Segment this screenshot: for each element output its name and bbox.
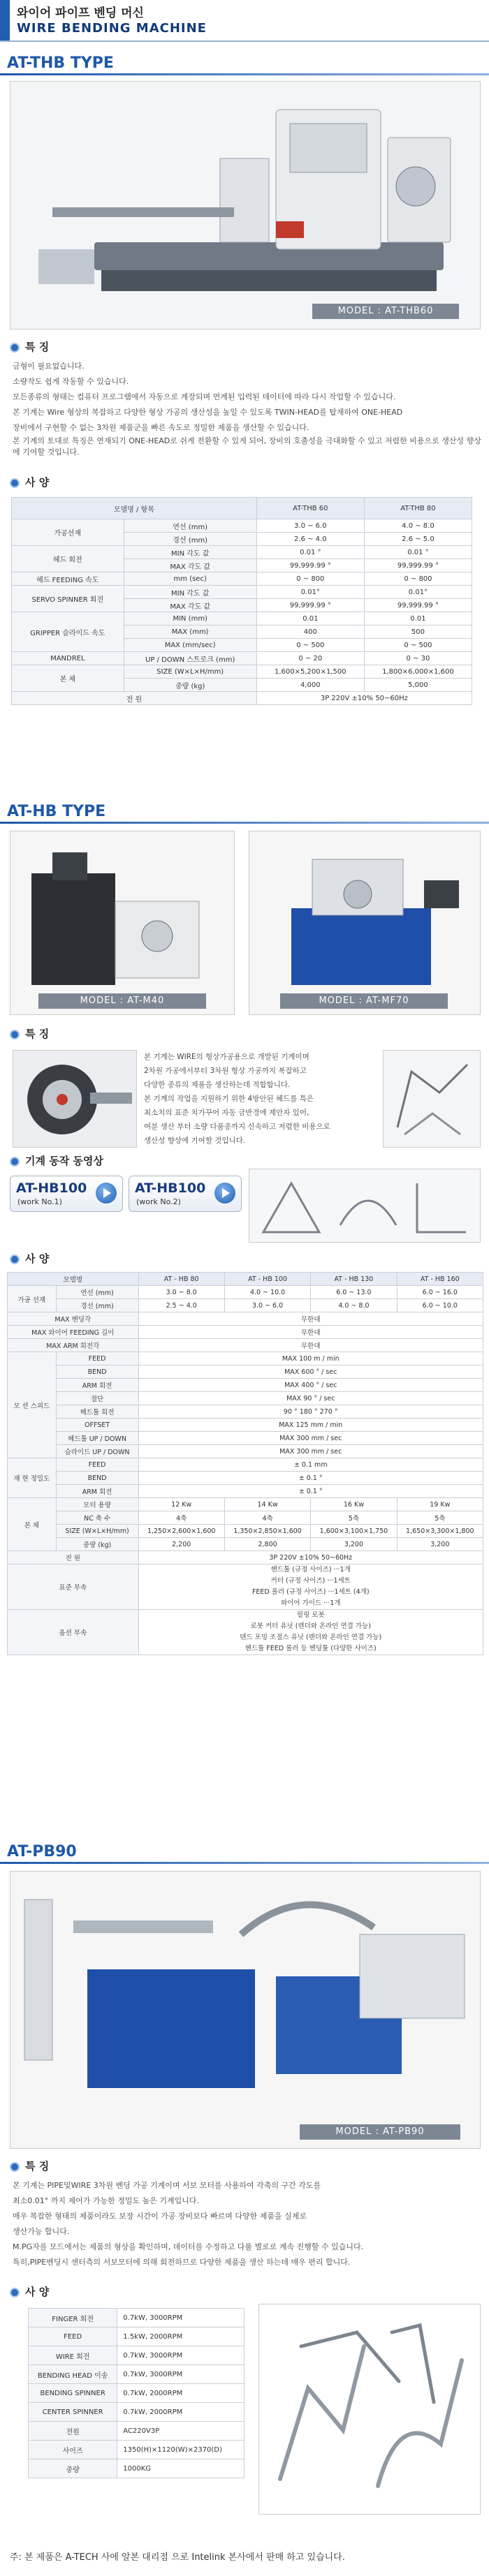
power-value: 3P 220V ±10% 50~60Hz xyxy=(138,1551,483,1564)
table-cell: 0.7kW, 3000RPM xyxy=(117,2346,245,2365)
table-cell: 1000KG xyxy=(117,2459,245,2478)
bullet-icon xyxy=(10,343,20,353)
video-work: (work No.2) xyxy=(136,1197,181,1206)
row-label: NC 축 수 xyxy=(56,1511,138,1525)
photo-caption: MODEL : AT-M40 xyxy=(38,993,206,1009)
table-cell: ± 0.1 ° xyxy=(138,1485,483,1498)
table-cell: 3,200 xyxy=(397,1538,483,1551)
table-row xyxy=(8,1352,483,1365)
spec-heading-pb xyxy=(10,2284,49,2299)
play-icon xyxy=(214,1183,235,1204)
table-cell: 0 ~ 800 xyxy=(364,572,472,586)
heading-text: 특 징 xyxy=(25,1028,50,1040)
feature-item: 생산성 향상에 기여할 것입니다. xyxy=(144,1137,246,1145)
section-heading-pb xyxy=(0,1839,489,1864)
section-underline xyxy=(0,73,489,75)
table-row xyxy=(12,652,472,665)
sample-photo xyxy=(383,1050,481,1148)
row-label: MAX (mm/sec) xyxy=(124,639,256,652)
spec-heading-thb xyxy=(10,475,49,489)
video-button-work-1[interactable] xyxy=(10,1176,123,1212)
row-label: MIN 각도 값 xyxy=(124,546,256,559)
spec-heading-hb xyxy=(10,1251,49,1266)
table-cell: 400 xyxy=(256,626,364,639)
machine-photo-pb90 xyxy=(10,1871,481,2149)
table-cell: MAX 300 mm / sec xyxy=(138,1432,483,1445)
m40-illustration xyxy=(10,831,234,1014)
pipe-samples-illustration xyxy=(259,2304,480,2514)
opt-label: 옵션 부속 xyxy=(8,1610,139,1655)
table-row xyxy=(8,1511,483,1525)
section-title: AT-PB90 xyxy=(7,1843,77,1860)
model-col: AT - HB 80 xyxy=(138,1273,224,1286)
heading-text: 특 징 xyxy=(25,341,50,353)
row-group: 본 체 xyxy=(12,665,124,692)
table-row xyxy=(8,1445,483,1458)
table-cell: 4축 xyxy=(224,1511,310,1525)
power-value: 3P 220V ±10% 50~60Hz xyxy=(256,692,472,705)
video-model: AT-HB100 xyxy=(16,1180,87,1196)
table-cell: 무한대 xyxy=(138,1326,483,1339)
table-cell: ± 0.1 mm xyxy=(138,1458,483,1472)
feature-item: 여분 생산 부터 소량 다품종까지 신속하고 저렴한 비용으로 xyxy=(144,1123,330,1131)
table-cell: 14 Kw xyxy=(224,1498,310,1511)
row-label: 연선 (mm) xyxy=(56,1286,138,1299)
table-cell: MAX 300 mm / sec xyxy=(138,1445,483,1458)
row-label: 헤드툴 회전 xyxy=(56,1405,138,1419)
table-cell: 99,999.99 ° xyxy=(364,599,472,612)
table-cell: 6.0 ~ 10.0 xyxy=(397,1299,483,1312)
model-header: 모델명 xyxy=(113,505,134,514)
table-cell: 3.0 ~ 8.0 xyxy=(138,1286,224,1299)
section-heading-hb xyxy=(0,799,489,824)
table-cell: ± 0.1 ° xyxy=(138,1472,483,1485)
table-cell: 0.01 xyxy=(256,612,364,626)
std-label: 표준 부속 xyxy=(8,1564,139,1610)
video-work: (work No.1) xyxy=(17,1197,62,1206)
feature-item: 특히,PIPE벤딩시 센터측의 서보모터에 의해 회전하므로 다양한 제품을 생산 하는데 매우 편리 합니다. xyxy=(13,2258,351,2267)
table-cell: 2,200 xyxy=(138,1538,224,1551)
row-label: 연선 (mm) xyxy=(124,519,256,533)
feature-heading-hb xyxy=(10,1026,49,1041)
table-cell: 500 xyxy=(364,626,472,639)
feature-list-hb xyxy=(144,1050,374,1148)
table-cell: 0 ~ 30 xyxy=(364,652,472,665)
section-title: AT-HB TYPE xyxy=(7,803,106,820)
feature-heading-thb xyxy=(10,339,49,354)
sample-illustration xyxy=(384,1051,480,1147)
table-row xyxy=(8,1365,483,1379)
spec-table-pb xyxy=(28,2308,245,2478)
table-cell: 0.7kW, 2000RPM xyxy=(117,2384,245,2403)
table-cell: 0.01 xyxy=(364,612,472,626)
table-cell: 12 Kw xyxy=(138,1498,224,1511)
table-cell: 1350(H)×1120(W)×2370(D) xyxy=(117,2441,245,2459)
bullet-icon xyxy=(10,1254,20,1264)
table-row xyxy=(29,2346,245,2365)
table-row xyxy=(12,612,472,626)
mf70-illustration xyxy=(249,831,480,1014)
feature-item: 본 기계는 PIPE및WIRE 3차원 벤딩 가공 기계이며 서보 모터를 사용하여 각축의 구간 각도를 xyxy=(13,2181,321,2190)
row-label: FINGER 회전 xyxy=(29,2309,117,2327)
table-cell: 99,999.99 ° xyxy=(256,599,364,612)
table-cell: 0 ~ 800 xyxy=(256,572,364,586)
row-label: 경선 (mm) xyxy=(56,1299,138,1312)
feature-list-thb xyxy=(13,359,482,458)
row-label: 헤드툴 UP / DOWN xyxy=(56,1432,138,1445)
table-cell: 0.01° xyxy=(256,586,364,599)
table-cell: 3.0 ~ 6.0 xyxy=(256,519,364,533)
table-row xyxy=(29,2365,245,2384)
header-divider xyxy=(0,40,489,42)
video-heading xyxy=(10,1153,103,1168)
header-title-kr: 와이어 파이프 벤딩 머신 xyxy=(17,6,144,20)
table-row xyxy=(12,586,472,599)
table-row xyxy=(29,2403,245,2422)
feature-heading-pb xyxy=(10,2159,49,2173)
footer-note: 주: 본 제품은 A-TECH 사에 알본 대리점 으로 Intelink 본사에서 판매 하고 있습니다. xyxy=(10,2552,345,2563)
feature-item: 장비에서 구현할 수 없는 3차원 제품군을 빠른 속도로 정밀한 제품을 생산할 수 있습니다. xyxy=(13,423,309,432)
heading-text: 사 양 xyxy=(25,2286,50,2298)
feature-item: 본 기계의 작업을 지원하기 위한 4방안된 헤드를 특은 xyxy=(144,1095,314,1103)
table-row xyxy=(8,1525,483,1538)
work-sample-photo xyxy=(249,1169,481,1243)
model-col: AT - HB 130 xyxy=(311,1273,397,1286)
model-col: AT - HB 100 xyxy=(224,1273,310,1286)
table-row xyxy=(12,572,472,586)
table-row xyxy=(8,1312,483,1326)
table-cell: 0.7kW, 3000RPM xyxy=(117,2309,245,2327)
heading-text: 특 징 xyxy=(25,2160,50,2172)
bullet-icon xyxy=(10,478,20,488)
table-cell: 5축 xyxy=(311,1511,397,1525)
std-item: 헨드툴 (규정 사이즈) ···1개 xyxy=(270,1566,351,1574)
table-row xyxy=(8,1458,483,1472)
feature-item: 생산가능 합니다. xyxy=(13,2227,70,2236)
section-heading-thb xyxy=(0,50,489,75)
header-accent-bar xyxy=(0,0,10,42)
feature-item: 본 기계는 Wire 형상의 복잡하고 다양한 형상 가공의 생산성을 높일 수 있도록 TWIN-HEAD를 탑재하여 ONE-HEAD xyxy=(13,408,403,417)
table-row xyxy=(29,2384,245,2403)
row-label: UP / DOWN 스트로크 (mm) xyxy=(124,652,256,665)
row-label: 전원 xyxy=(29,2422,117,2441)
row-label: SIZE (W×L×H/mm) xyxy=(56,1525,138,1538)
row-label: OFFSET xyxy=(56,1419,138,1432)
bullet-icon xyxy=(10,2162,20,2172)
power-label: 전 원 xyxy=(12,692,257,705)
table-row xyxy=(12,519,472,533)
table-cell: 0 ~ 20 xyxy=(256,652,364,665)
table-row xyxy=(8,1419,483,1432)
table-cell: 무한대 xyxy=(138,1339,483,1352)
feature-item: 본 기계의 토대로 특징은 연재되기 ONE-HEAD로 쉬게 전환할 수 있게 되어, 장비의 호출성을 극대화할 수 있고 저렴한 비용으로 생산성 향상에 기여할 것입니다. xyxy=(13,436,481,457)
row-label: WIRE 회전 xyxy=(29,2346,117,2365)
bullet-icon xyxy=(10,1157,20,1167)
table-cell: AC220V3P xyxy=(117,2422,245,2441)
table-cell: 무한대 xyxy=(138,1312,483,1326)
row-label: 모터 용량 xyxy=(56,1498,138,1511)
table-cell: MAX 90 ° / sec xyxy=(138,1392,483,1405)
row-label: BEND xyxy=(56,1365,138,1379)
feature-item: 모든종류의 형태는 컴퓨터 프로그램에서 자동으로 계장되며 연계된 입력된 데이터에 따라 다시 작업할 수 있습니다. xyxy=(13,392,396,401)
machine-photo-mf70 xyxy=(249,831,481,1015)
feature-item: 최소치의 표준 치가꾸어 자동 금반경에 제안자 있어, xyxy=(144,1109,309,1117)
tooling-illustration xyxy=(13,1051,136,1147)
pipe-samples-photo xyxy=(258,2304,481,2515)
row-label: MAX (mm) xyxy=(124,626,256,639)
row-label: BEND xyxy=(56,1472,138,1485)
std-list xyxy=(138,1564,483,1610)
table-cell: 0 ~ 500 xyxy=(256,639,364,652)
table-cell: MAX 400 ° / sec xyxy=(138,1379,483,1392)
opt-item: 릴링 로봇 xyxy=(296,1611,325,1619)
std-item: 커터 (규정 사이즈) ···1세트 xyxy=(270,1577,351,1585)
work-sample-illustration xyxy=(249,1169,480,1242)
heading-text: 기계 동작 동영상 xyxy=(25,1155,103,1167)
table-cell: 4축 xyxy=(138,1511,224,1525)
photo-caption: MODEL : AT-PB90 xyxy=(300,2124,460,2140)
table-cell: 1,800×6,000×1,600 xyxy=(364,665,472,679)
tooling-photo xyxy=(13,1050,137,1148)
video-button-work-2[interactable] xyxy=(129,1176,242,1212)
machine-photo-m40 xyxy=(10,831,235,1015)
row-label: MIN 각도 값 xyxy=(124,586,256,599)
row-label: 슬라이드 UP / DOWN xyxy=(56,1445,138,1458)
row-group: 모 션 스피드 xyxy=(8,1352,57,1458)
table-cell: 1,350×2,850×1,600 xyxy=(224,1525,310,1538)
row-group: MAX 벤딩각 xyxy=(8,1312,139,1326)
row-label: SIZE (W×L×H/mm) xyxy=(124,665,256,679)
table-cell: 1,250×2,600×1,600 xyxy=(138,1525,224,1538)
play-icon xyxy=(96,1183,117,1204)
table-row xyxy=(8,1538,483,1551)
photo-caption: MODEL : AT-MF70 xyxy=(280,993,448,1009)
bullet-icon xyxy=(10,1030,20,1039)
row-label: 절단 xyxy=(56,1392,138,1405)
heading-text: 사 양 xyxy=(25,1252,50,1265)
section-underline xyxy=(0,822,489,824)
table-row xyxy=(8,1472,483,1485)
row-group: 가공선재 xyxy=(12,519,124,546)
table-cell: 4.0 ~ 8.0 xyxy=(311,1299,397,1312)
opt-item: 로봇 커터 유닛 (렌더와 온라인 연결 가능) xyxy=(250,1622,371,1630)
machine-photo-thb60 xyxy=(10,81,481,330)
table-row xyxy=(12,665,472,679)
table-cell: 0.7kW, 2000RPM xyxy=(117,2403,245,2422)
row-group: MANDREL xyxy=(12,652,124,665)
table-cell: 6.0 ~ 16.0 xyxy=(397,1286,483,1299)
table-cell: 0 ~ 500 xyxy=(364,639,472,652)
table-cell: 2.6 ~ 4.0 xyxy=(256,533,364,546)
table-row xyxy=(29,2327,245,2346)
table-cell: 0.7kW, 3000RPM xyxy=(117,2365,245,2384)
section-title: AT-THB TYPE xyxy=(7,54,114,72)
video-model: AT-HB100 xyxy=(135,1180,206,1196)
table-cell: 4.0 ~ 8.0 xyxy=(364,519,472,533)
table-cell: 19 Kw xyxy=(397,1498,483,1511)
table-cell: 5,000 xyxy=(364,679,472,692)
table-row xyxy=(8,1405,483,1419)
power-label: 전 원 xyxy=(8,1551,139,1564)
table-cell: 90 ° 180 ° 270 ° xyxy=(138,1405,483,1419)
table-row xyxy=(8,1299,483,1312)
spec-table-thb xyxy=(11,497,472,705)
row-label: MIN (mm) xyxy=(124,612,256,626)
photo-caption: MODEL : AT-THB60 xyxy=(312,304,459,319)
table-cell: 0.01 ° xyxy=(364,546,472,559)
section-underline xyxy=(0,1862,489,1864)
model-col: AT-THB 60 xyxy=(256,498,364,519)
table-cell: 0.01 ° xyxy=(256,546,364,559)
table-cell: MAX 100 m / min xyxy=(138,1352,483,1365)
table-cell: 99,999.99 ° xyxy=(256,559,364,572)
feature-item: 본 기계는 WIRE의 형상가공용으로 개발된 기계이며 xyxy=(144,1053,309,1061)
row-label: BENDING SPINNER xyxy=(29,2384,117,2403)
bullet-icon xyxy=(10,2288,20,2297)
table-cell: 4.0 ~ 10.0 xyxy=(224,1286,310,1299)
row-group: 헤드 FEEDING 속도 xyxy=(12,572,124,586)
row-label: 중량 (kg) xyxy=(56,1538,138,1551)
table-row xyxy=(29,2422,245,2441)
row-label: MAX 각도 값 xyxy=(124,599,256,612)
table-row xyxy=(8,1485,483,1498)
row-group: GRIPPER 슬라이드 속도 xyxy=(12,612,124,652)
table-row xyxy=(8,1379,483,1392)
row-group: 가공 선재 xyxy=(8,1286,57,1312)
heading-text: 사 양 xyxy=(25,476,50,489)
table-header: 모델명 xyxy=(8,1273,139,1286)
feature-item: 매우 복잡한 형태의 제품이라도 보장 시간이 가공 장비보다 빠르며 다양한 제품을 실제로 xyxy=(13,2212,307,2221)
table-cell: 1,650×3,300×1,800 xyxy=(397,1525,483,1538)
table-cell: 2.6 ~ 5.0 xyxy=(364,533,472,546)
header-title-en: WIRE BENDING MACHINE xyxy=(17,21,207,36)
feature-item: 금형이 필요없습니다. xyxy=(13,362,85,371)
table-row xyxy=(8,1392,483,1405)
table-row xyxy=(8,1326,483,1339)
row-label: FEED xyxy=(56,1352,138,1365)
table-cell: 1,600×5,200×1,500 xyxy=(256,665,364,679)
opt-item: 헨드툴 FEED 롤러 등 벤딩툴 (다양한 사이즈) xyxy=(245,1645,377,1652)
table-cell: 99,999.99 ° xyxy=(364,559,472,572)
feature-item: 최소0.01° 까지 제어가 가능한 정밀도 높은 기계입니다. xyxy=(13,2196,199,2205)
row-label: 중량 (kg) xyxy=(124,679,256,692)
row-group: 본 체 xyxy=(8,1498,57,1551)
model-col: AT - HB 160 xyxy=(397,1273,483,1286)
thb60-illustration xyxy=(10,82,480,329)
table-cell: 3.0 ~ 6.0 xyxy=(224,1299,310,1312)
table-cell: 2,800 xyxy=(224,1538,310,1551)
row-label: BENDING HEAD 이송 xyxy=(29,2365,117,2384)
row-label: FEED xyxy=(29,2327,117,2346)
row-label: FEED xyxy=(56,1458,138,1472)
table-row xyxy=(29,2309,245,2327)
table-cell: MAX 600 ° / sec xyxy=(138,1365,483,1379)
spec-table-hb xyxy=(7,1272,483,1655)
feature-list-pb xyxy=(13,2178,482,2270)
feature-item: 다양한 종류의 제품을 생산하는데 적합합니다. xyxy=(144,1081,291,1089)
opt-list xyxy=(138,1610,483,1655)
feature-item: 2차원 가공에서부터 3차원 형상 가공까지 복잡하고 xyxy=(144,1067,307,1075)
table-row xyxy=(8,1432,483,1445)
row-label: ARM 회전 xyxy=(56,1485,138,1498)
table-row xyxy=(29,2459,245,2478)
std-item: FEED 롤러 (규정 사이즈) ···1세트 (4개) xyxy=(251,1588,370,1596)
pb90-illustration xyxy=(10,1872,480,2148)
page-header xyxy=(0,0,489,42)
table-cell: 6.0 ~ 13.0 xyxy=(311,1286,397,1299)
row-label: mm (sec) xyxy=(124,572,256,586)
row-label: 사이즈 xyxy=(29,2441,117,2459)
feature-item: 소량작도 쉽게 작동할 수 있습니다. xyxy=(13,377,129,386)
row-group: 재 현 정밀도 xyxy=(8,1458,57,1498)
row-label: MAX 각도 값 xyxy=(124,559,256,572)
table-cell: 1,600×3,100×1,750 xyxy=(311,1525,397,1538)
opt-item: 텐드 포밍 조절스 유닛 (렌더와 온라인 연결 가능) xyxy=(240,1634,382,1641)
table-row xyxy=(8,1498,483,1511)
feature-item: M.PG자를 모드에서는 제품의 형상을 확인하며, 데이터를 수정하고 다룰 별로로 계속 진행할 수 있습니다. xyxy=(13,2242,364,2251)
table-cell: 5축 xyxy=(397,1511,483,1525)
item-header: 항목 xyxy=(140,505,154,514)
table-cell: 4,000 xyxy=(256,679,364,692)
table-cell: 16 Kw xyxy=(311,1498,397,1511)
table-cell: 1.5kW, 2000RPM xyxy=(117,2327,245,2346)
row-group: 헤드 회전 xyxy=(12,546,124,572)
table-cell: MAX 125 mm / min xyxy=(138,1419,483,1432)
row-label: CENTER SPINNER xyxy=(29,2403,117,2422)
table-row xyxy=(8,1339,483,1352)
table-cell: 0.01° xyxy=(364,586,472,599)
row-label: ARM 회전 xyxy=(56,1379,138,1392)
table-row xyxy=(29,2441,245,2459)
row-group: SERVO SPINNER 회전 xyxy=(12,586,124,612)
table-row xyxy=(8,1286,483,1299)
row-label: 경선 (mm) xyxy=(124,533,256,546)
std-item: 와이어 가이드 ···1개 xyxy=(281,1599,341,1607)
table-cell: 3,200 xyxy=(311,1538,397,1551)
table-header: 모델명 / 항목 xyxy=(12,498,257,519)
table-cell: 2.5 ~ 4.0 xyxy=(138,1299,224,1312)
row-group: MAX ARM 회전각 xyxy=(8,1339,139,1352)
table-row xyxy=(12,546,472,559)
row-group: MAX 와이어 FEEDING 길이 xyxy=(8,1326,139,1339)
model-col: AT-THB 80 xyxy=(364,498,472,519)
row-label: 중량 xyxy=(29,2459,117,2478)
